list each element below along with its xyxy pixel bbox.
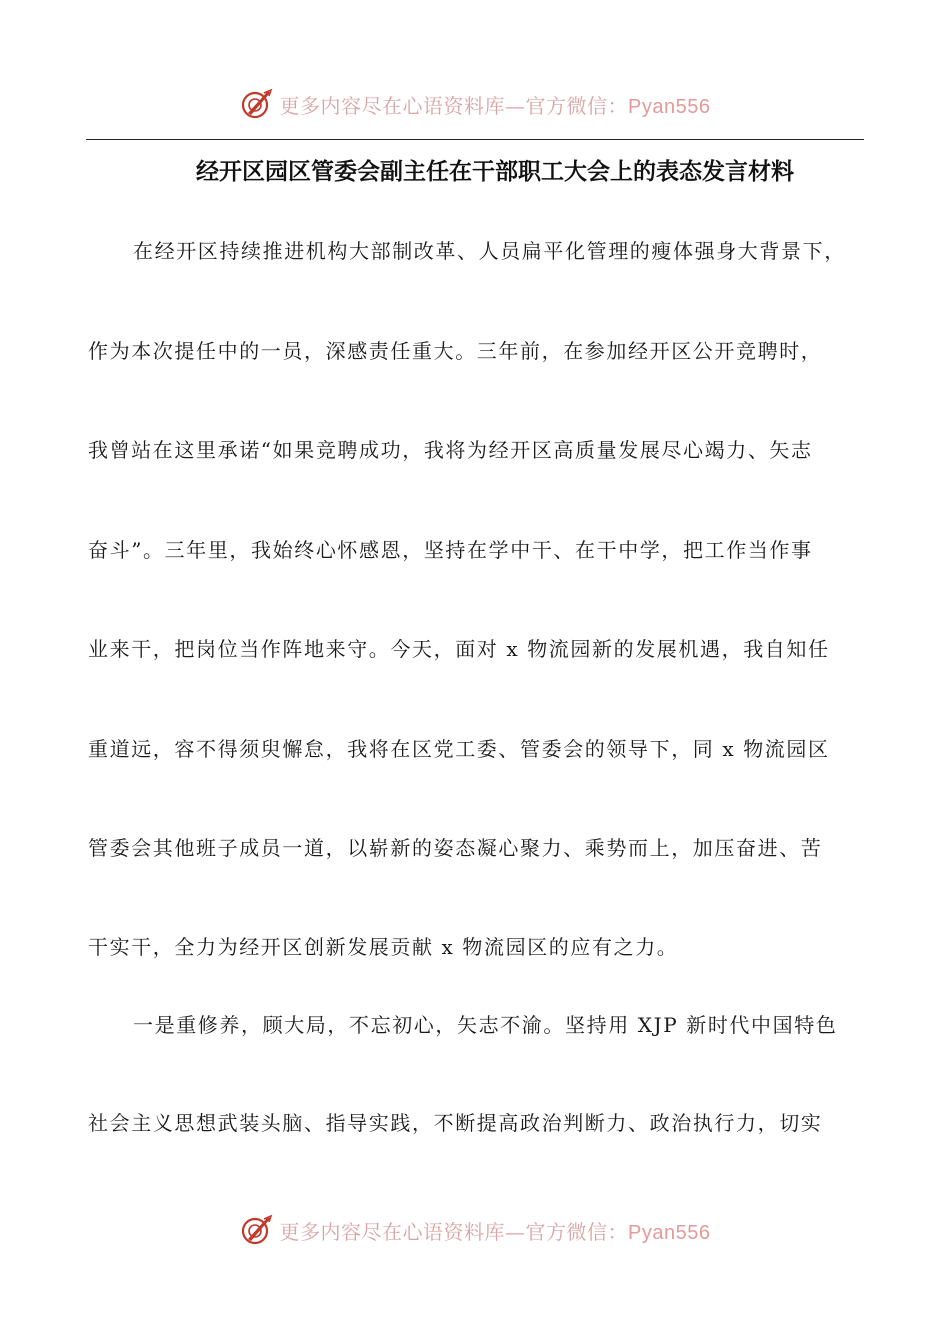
body-line: 作为本次提任中的一员，深感责任重大。三年前，在参加经开区公开竞聘时， [88, 339, 823, 363]
header-banner [0, 82, 950, 126]
body-line: 一是重修养，顾大局，不忘初心，矢志不渝。坚持用 XJP 新时代中国特色 [133, 1013, 838, 1037]
body-line: 干实干，全力为经开区创新发展贡献 x 物流园区的应有之力。 [88, 935, 679, 959]
body-line: 奋斗”。三年里，我始终心怀感恩，坚持在学中干、在干中学，把工作当作事 [88, 538, 813, 562]
header-divider [86, 139, 864, 140]
body-line: 在经开区持续推进机构大部制改革、人员扁平化管理的瘦体强身大背景下， [133, 239, 846, 263]
body-line: 重道远，容不得须臾懈怠，我将在区党工委、管委会的领导下，同 x 物流园区 [88, 737, 830, 761]
quill-logo-icon [240, 1213, 274, 1247]
body-line: 业来干，把岗位当作阵地来守。今天，面对 x 物流园新的发展机遇，我自知任 [88, 637, 830, 661]
banner-text: 更多内容尽在心语资料库—官方微信：Pyan556 [279, 1219, 711, 1244]
body-line: 我曾站在这里承诺“如果竞聘成功，我将为经开区高质量发展尽心竭力、矢志 [88, 438, 813, 462]
body-line: 管委会其他班子成员一道，以崭新的姿态凝心聚力、乘势而上，加压奋进、苦 [88, 836, 823, 860]
wechat-handle: Pyan556 [628, 1221, 711, 1244]
quill-logo-icon [240, 87, 274, 121]
footer-banner [0, 1208, 950, 1252]
body-line: 社会主义思想武装头脑、指导实践，不断提高政治判断力、政治执行力，切实 [88, 1111, 823, 1135]
banner-text: 更多内容尽在心语资料库—官方微信：Pyan556 [279, 93, 711, 118]
wechat-handle: Pyan556 [628, 95, 711, 118]
document-title: 经开区园区管委会副主任在干部职工大会上的表态发言材料 [196, 159, 794, 185]
